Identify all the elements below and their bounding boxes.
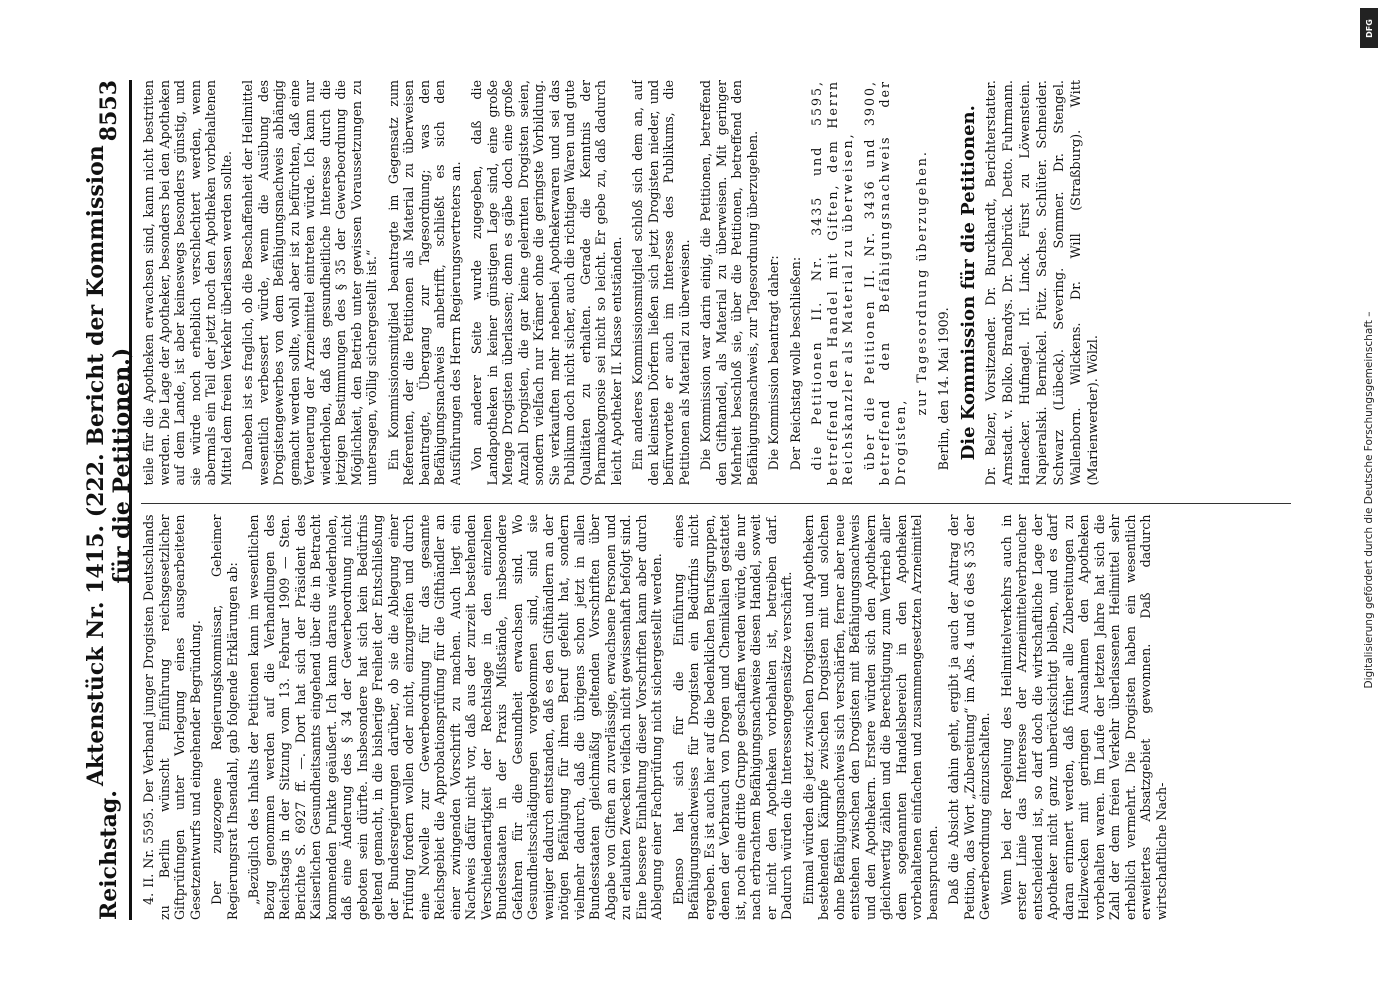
motion-paragraph: über die Petitionen II. Nr. 3436 und 3900, betreffend den Befähigungsnachweis der Drogisten,	[861, 80, 908, 486]
commission-title: Die Kommission für die Petitionen.	[958, 105, 979, 461]
paragraph: Daneben ist es fraglich, ob die Beschaffenheit der Heilmittel wesentlich verbessert würde, wenn die Ausübung des Drogistengewerbes von dem Befähigungsnachweis abhängig gemacht werden sollte, wohl aber ist zu befürchten, daß eine Verteuerung der Arzneimittel eintreten würde. Ich kann nur wiederholen, daß das gesundheitliche Interesse durch die jetzigen Bestimmungen des § 35 der Gewerbeordnung die Möglichkeit, den Betrieb unter gewissen Voraussetzungen zu untersagen, völlig sichergestellt ist.“	[240, 80, 379, 486]
column-left	[141, 504, 1291, 921]
paragraph: Der zugezogene Regierungskommissar, Geheimer Regierungsrat Ihsendahl, gab folgende Erklärungen ab:	[209, 514, 240, 920]
paragraph: Der Reichstag wolle beschließen:	[787, 256, 803, 471]
paragraph: Von anderer Seite wurde zugegeben, daß die Landapotheken in keiner günstigen Lage sind, eine große Menge Drogisten überlassen; denn es gäbe doch eine große Anzahl Drogisten, die gar keine gelernten Drogisten seien, sondern vielfach nur Krämer ohne die geringste Vorbildung. Sie verkauften mehr nebenbei Apothekerwaren und sei das Publikum doch nicht sicher, auch die richtigen Waren und gute Qualitäten zu erhalten. Gerade die Kenntnis der Pharmakognosie sei nicht so leicht. Er gebe zu, daß dadurch leicht Apotheker II. Klasse entständen.	[469, 80, 624, 486]
header-title: Aktenstück Nr. 1415. (222. Bericht der Kommission für die Petitionen.)	[83, 145, 135, 787]
paragraph: teile für die Apotheken erwachsen sind, kann nicht bestritten werden. Die Lage der Apotheker, besonders bei den Apotheken auf dem Lande, ist aber keineswegs besonders günstig, und sie würde noch erheblich verschlechtert werden, wenn abermals ein Teil der jetzt noch den Apotheken vorbehaltenen Mittel dem freien Verkehr überlassen werden sollte.	[141, 80, 234, 486]
paragraph: Wenn bei der Regelung des Heilmittelverkehrs auch in erster Linie das Interesse der Arzneimittelverbraucher entscheidend ist, so darf doch die wirtschaftliche Lage der Apotheker nicht ganz unberücksichtigt bleiben, und es darf daran erinnert werden, daß früher alle Zubereitungen zu Heilzwecken mit geringen Ausnahmen den Apotheken vorbehalten waren. Im Laufe der letzten Jahre hat sich die Zahl der dem freien Verkehr überlassenen Heilmittel sehr erheblich vermehrt. Die Drogisten haben ein wesentlich erweitertes Absatzgebiet gewonnen. Daß dadurch wirtschaftliche Nach-	[998, 514, 1169, 920]
document-page	[71, 60, 1311, 940]
paragraph: Die Kommission war darin einig, die Petitionen, betreffend den Gifthandel, als Material zu überweisen. Mit geringer Mehrheit beschloß sie, über die Petitionen, betreffend den Befähigungsnachweis, zur Tagesordnung überzugehen.	[698, 80, 760, 486]
header-left: Reichstag.	[96, 790, 122, 920]
page-header	[83, 80, 135, 920]
commission-members: Dr. Belzer, Vorsitzender. Dr. Burckhardt, Berichterstatter. Arnstadt. v. Bolko. Brandys. Dr. Delbrück. Detto. Fuhrmann. Hanecker. Hufnagel. Irl. Linck. Fürst zu Löwenstein. Napieralski. Bernickel. Pütz. Sachse. Schlüter. Schneider. Schwarz (Lübeck). Severing. Sommer. Dr. Stengel. Wallenborn. Wilckens. Dr. Will (Straßburg). Witt (Marienwerder). Wölzl.	[983, 80, 1101, 486]
motion-paragraph: zur Tagesordnung überzugehen.	[914, 150, 929, 416]
dfg-logo: DFG	[1360, 8, 1378, 48]
paragraph: 4. II. Nr. 5595. Der Verband junger Drogisten Deutschlands zu Berlin wünscht Einführung reichsgesetzlicher Giftprüfungen unter Vorlegung eines ausgearbeiteten Gesetzentwurfs und eingehender Begründung.	[141, 514, 203, 920]
paragraph: „Bezüglich des Inhalts der Petitionen kann im wesentlichen Bezug genommen werden auf die Verhandlungen des Reichstags in der Sitzung vom 13. Februar 1909 — Sten. Berichte S. 6927 ff. —. Dort hat sich der Präsident des Kaiserlichen Gesundheitsamts eingehend über die in Betracht kommenden Punkte geäußert. Ich kann daraus wiederholen, daß eine Änderung des § 34 der Gewerbeordnung nicht geboten sein dürfte. Insbesondere hat sich kein Bedürfnis geltend gemacht, in die bisherige Freiheit der Entschließung der Bundesregierungen darüber, ob sie die Ablegung einer Prüfung fordern wollen oder nicht, einzugreifen und durch eine Novelle zur Gewerbeordnung für das gesamte Reichsgebiet die Approbationsprüfung für die Gifthändler an einer zwingenden Vorschrift zu machen. Auch liegt ein Nachweis dafür nicht vor, daß aus der zurzeit bestehenden Verschiedenartigkeit der Rechtslage in den einzelnen Bundesstaaten in der Praxis Mißstände, insbesondere Gefahren für die Gesundheit erwachsen sind. Wo Gesundheitsschädigungen vorgekommen sind, sind sie weniger dadurch entstanden, daß es den Gifthändlern an der nötigen Befähigung für ihren Beruf gefehlt hat, sondern vielmehr dadurch, daß die übrigens schon jetzt in allen Bundesstaaten gleichmäßig geltenden Vorschriften über Abgabe von Giften an zuverlässige, erwachsene Personen und zu erlaubten Zwecken vielfach nicht gewissenhaft befolgt sind. Eine bessere Einhaltung dieser Vorschriften kann aber durch Ablegung einer Fachprüfung nicht sichergestellt werden.	[246, 514, 664, 920]
paragraph: Ebenso hat sich für die Einführung eines Befähigungsnachweises für Drogisten ein Bedürfnis nicht ergeben. Es ist auch hier auf die bedenklichen Berufsgruppen, denen der Verbrauch von Drogen und Chemikalien gestattet ist, noch eine dritte Gruppe geschaffen werden würde, die nur nach erbrachtem Befähigungsnachweise diesen Handel, soweit er nicht den Apotheken vorbehalten ist, betreiben darf. Dadurch würden die Interessengegensätze verschärft.	[670, 514, 794, 920]
text-columns	[141, 80, 1291, 920]
page-number: 8553	[96, 80, 122, 142]
motion-paragraph: die Petitionen II. Nr. 3435 und 5595, betreffend den Handel mit Giften, dem Herrn Reichskanzler als Material zu überweisen,	[809, 80, 855, 486]
paragraph: Ein Kommissionsmitglied beantragte im Gegensatz zum Referenten, der die Petitionen als Material zu überweisen beantragte, Übergang zur Tagesordnung; was den Befähigungsnachweis anbetrifft, schließt es sich den Ausführungen des Herrn Regierungsvertreters an.	[385, 80, 463, 486]
digitization-note: Digitalisierung gefördert durch die Deutsche Forschungsgemeinschaft –	[1363, 311, 1375, 689]
paragraph: Einmal würden die jetzt zwischen Drogisten und Apothekern bestehenden Kämpfe zwischen Drogisten mit und solchen ohne Befähigungsnachweis sich verschärfen, ferner aber neue entstehen zwischen den Drogisten mit Befähigungsnachweis und den Apothekern. Erstere würden sich den Apothekern gleichwertig zählen und die Berechtigung zum Vertrieb aller dem sogenannten Handelsbereich in den Apotheken vorbehaltenen einfachen und zusammengesetzten Arzneimittel beanspruchen.	[800, 514, 940, 920]
paragraph: Die Kommission beantragt daher:	[766, 255, 781, 471]
column-right	[141, 80, 1291, 486]
paragraph: Ein anderes Kommissionsmitglied schloß sich dem an, auf den kleinsten Dörfern ließen sich jetzt Drogisten nieder, und befürwortete er auch im Interesse des Publikums, die Petitionen als Material zu überweisen.	[630, 80, 692, 486]
paragraph: Daß die Absicht dahin geht, ergibt ja auch der Antrag der Petition, das Wort „Zubereitung“ im Abs. 4 und 6 des § 35 der Gewerbeordnung einzuschalten.	[946, 514, 992, 920]
date-line: Berlin, den 14. Mai 1909.	[935, 307, 951, 471]
